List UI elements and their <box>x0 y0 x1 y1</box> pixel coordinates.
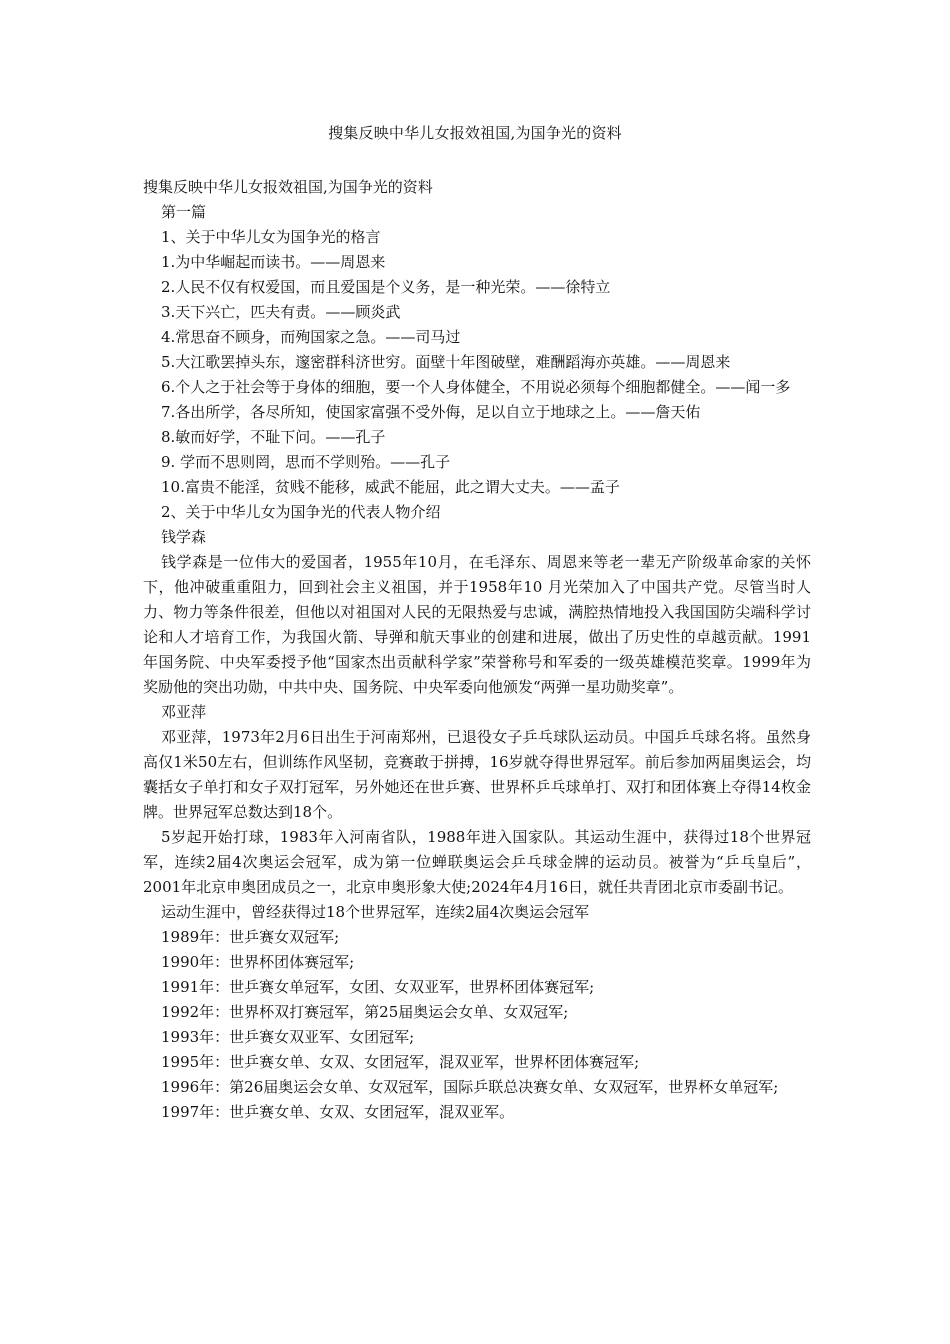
paragraph: 第一篇 <box>161 203 207 221</box>
paragraph: 1991年：世乒赛女单冠军，女团、女双亚军，世界杯团体赛冠军; <box>161 978 595 996</box>
page-title: 搜集反映中华儿女报效祖国,为国争光的资料 <box>328 124 622 142</box>
paragraph: 6.个人之于社会等于身体的细胞，要一个人身体健全，不用说必须每个细胞都健全。——闻一多 <box>161 378 791 396</box>
paragraph: 1993年：世乒赛女双亚军、女团冠军; <box>161 1028 415 1046</box>
paragraph: 邓亚萍，1973年2月6日出生于河南郑州，已退役女子乒乓球队运动员。中国乒乓球名将。虽然身高仅1米50左右，但训练作风坚韧，竞赛敢于拼搏，16岁就夺得世界冠军。前后参加两届奥运会，均囊括女子单打和女子双打冠军，另外她还在世乒赛、世界杯乒乓球单打、双打和团体赛上夺得14枚金牌。世界冠军总数达到18个。 <box>143 728 811 821</box>
paragraph: 1.为中华崛起而读书。——周恩来 <box>161 253 386 271</box>
paragraph: 4.常思奋不顾身，而殉国家之急。——司马过 <box>161 328 461 346</box>
paragraph: 1992年：世界杯双打赛冠军，第25届奥运会女单、女双冠军; <box>161 1003 569 1021</box>
paragraph: 运动生涯中，曾经获得过18个世界冠军，连续2届4次奥运会冠军 <box>161 903 590 921</box>
paragraph: 9. 学而不思则罔，思而不学则殆。——孔子 <box>161 453 451 471</box>
paragraph: 1997年：世乒赛女单、女双、女团冠军，混双亚军。 <box>161 1103 515 1121</box>
paragraph: 7.各出所学，各尽所知，使国家富强不受外侮，足以自立于地球之上。——詹天佑 <box>161 403 701 421</box>
paragraph: 5.大江歌罢掉头东，邃密群科济世穷。面壁十年图破壁，难酬蹈海亦英雄。——周恩来 <box>161 353 731 371</box>
paragraph: 1996年：第26届奥运会女单、女双冠军，国际乒联总决赛女单、女双冠军，世界杯女单冠军; <box>161 1078 779 1096</box>
paragraph: 1995年：世乒赛女单、女双、女团冠军，混双亚军，世界杯团体赛冠军; <box>161 1053 640 1071</box>
paragraph: 邓亚萍 <box>161 703 207 721</box>
paragraph: 1989年：世乒赛女双冠军; <box>161 928 340 946</box>
paragraph: 1、关于中华儿女为国争光的格言 <box>161 228 381 246</box>
paragraph: 钱学森是一位伟大的爱国者，1955年10月，在毛泽东、周恩来等老一辈无产阶级革命家的关怀下，他冲破重重阻力，回到社会主义祖国，并于1958年10 月光荣加入了中国共产党。尽管当时人力、物力等条件很差，但他以对祖国对人民的无限热爱与忠诚，满腔热情地投入我国国防尖端科学讨论和人才培育工作，为我国火箭、导弹和航天事业的创建和进展，做出了历史性的卓越贡献。1991年国务院、中央军委授予他“国家杰出贡献科学家”荣誉称号和军委的一级英雄模范奖章。1999年为奖励他的突出功勋，中共中央、国务院、中央军委向他颁发“两弹一星功勋奖章”。 <box>143 553 811 696</box>
paragraph: 3.天下兴亡，匹夫有责。——顾炎武 <box>161 303 401 321</box>
paragraph: 2.人民不仅有权爱国，而且爱国是个义务，是一种光荣。——徐特立 <box>161 278 611 296</box>
paragraph: 搜集反映中华儿女报效祖国,为国争光的资料 <box>143 178 433 196</box>
paragraph: 10.富贵不能淫，贫贱不能移，威武不能屈，此之谓大丈夫。——孟子 <box>161 478 620 496</box>
paragraph: 1990年：世界杯团体赛冠军; <box>161 953 355 971</box>
paragraph: 5岁起开始打球，1983年入河南省队，1988年进入国家队。其运动生涯中，获得过18个世界冠军，连续2届4次奥运会冠军，成为第一位蝉联奥运会乒乓球金牌的运动员。被誉为“乒乓皇后”，2001年北京申奥团成员之一，北京申奥形象大使;2024年4月16日，就任共青团北京市委副书记。 <box>143 828 811 896</box>
paragraph: 8.敏而好学，不耻下问。——孔子 <box>161 428 386 446</box>
document-body <box>143 175 811 1125</box>
paragraph: 2、关于中华儿女为国争光的代表人物介绍 <box>161 503 441 521</box>
paragraph: 钱学森 <box>161 528 207 546</box>
